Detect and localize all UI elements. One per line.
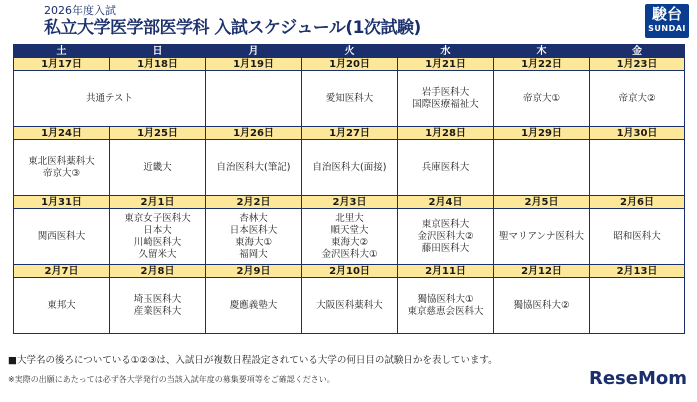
university-name: 大阪医科薬科大 [316, 299, 383, 311]
university-name: 東京女子医科大 [124, 212, 191, 224]
exam-cell [14, 209, 110, 265]
university-name: 日本医科大 [229, 224, 278, 236]
exam-cell [302, 71, 398, 127]
date-cell: 1月21日 [398, 58, 494, 71]
university-name: 自治医科大(面接) [312, 161, 387, 173]
date-cell: 2月9日 [206, 265, 302, 278]
university-name: 共通テスト [85, 92, 134, 104]
university-name: 近畿大 [143, 161, 172, 173]
university-name: 杏林大 [239, 212, 268, 224]
schedule-body [14, 58, 685, 334]
university-name: 埼玉医科大 [133, 293, 182, 305]
weekday-header: 日 [110, 45, 206, 58]
university-name: 獨協医科大① [417, 293, 474, 305]
university-name: 日本大 [143, 224, 172, 236]
date-cell: 2月10日 [302, 265, 398, 278]
header [0, 0, 697, 44]
university-name: 岩手医科大 [421, 86, 470, 98]
university-name: 久留米大 [138, 248, 177, 260]
university-name: 福岡大 [239, 248, 268, 260]
weekday-header: 水 [398, 45, 494, 58]
exam-cell [206, 278, 302, 334]
university-name: 金沢医科大② [417, 230, 474, 242]
page-subtitle: 2026年度入試 [44, 4, 116, 17]
university-name: 昭和医科大 [613, 230, 661, 242]
exam-cell [206, 71, 302, 127]
page-title: 私立大学医学部医学科 入試スケジュール(1次試験) [44, 18, 421, 38]
date-cell: 2月4日 [398, 196, 494, 209]
date-cell: 1月27日 [302, 127, 398, 140]
university-name: 東海大① [234, 236, 273, 248]
university-name: 藤田医科大 [421, 242, 470, 254]
date-cell: 1月17日 [14, 58, 110, 71]
date-cell: 2月1日 [110, 196, 206, 209]
logo-subtext: SUNDAI [648, 24, 686, 33]
date-cell: 1月28日 [398, 127, 494, 140]
exam-cell [494, 71, 590, 127]
weekday-header: 火 [302, 45, 398, 58]
university-name: 帝京大② [618, 92, 656, 104]
university-name: 東北医科薬科大 [28, 155, 95, 167]
date-cell: 2月13日 [590, 265, 685, 278]
exam-cell [494, 140, 590, 196]
weekday-header-row [14, 45, 685, 58]
date-cell: 1月29日 [494, 127, 590, 140]
date-cell: 2月8日 [110, 265, 206, 278]
university-name: 川崎医科大 [133, 236, 182, 248]
exam-cell [398, 71, 494, 127]
schedule-table [13, 44, 685, 334]
footnote-disclaimer: ※実際の出願にあたっては必ず各大学発行の当該入試年度の募集要項等をご確認ください。 [8, 375, 335, 384]
date-cell: 2月6日 [590, 196, 685, 209]
date-row [14, 58, 685, 71]
date-cell: 2月12日 [494, 265, 590, 278]
date-cell: 2月7日 [14, 265, 110, 278]
date-cell: 1月23日 [590, 58, 685, 71]
university-name: 愛知医科大 [325, 92, 374, 104]
university-name: 獨協医科大② [513, 299, 570, 311]
university-name: 国際医療福祉大 [412, 98, 479, 110]
exam-cell [110, 140, 206, 196]
university-name: 慶應義塾大 [229, 299, 278, 311]
exam-cell [302, 140, 398, 196]
date-cell: 1月19日 [206, 58, 302, 71]
exam-cell [206, 140, 302, 196]
exam-cell [302, 278, 398, 334]
exam-cell [14, 71, 206, 127]
exam-cell [14, 278, 110, 334]
exam-cell [590, 278, 685, 334]
weekday-header: 木 [494, 45, 590, 58]
university-name: 順天堂大 [330, 224, 369, 236]
date-cell: 1月22日 [494, 58, 590, 71]
date-cell: 1月20日 [302, 58, 398, 71]
university-name: 関西医科大 [37, 230, 86, 242]
exam-cell [110, 278, 206, 334]
exam-cell [206, 209, 302, 265]
exam-cell [590, 209, 685, 265]
sundai-logo [645, 4, 689, 38]
university-name: 帝京大③ [42, 167, 81, 179]
date-cell: 2月3日 [302, 196, 398, 209]
exam-cell [590, 71, 685, 127]
date-cell: 2月11日 [398, 265, 494, 278]
exam-row [14, 278, 685, 334]
university-name: 帝京大① [522, 92, 561, 104]
date-cell: 2月5日 [494, 196, 590, 209]
exam-row [14, 71, 685, 127]
exam-cell [494, 209, 590, 265]
date-row [14, 127, 685, 140]
weekday-header: 金 [590, 45, 685, 58]
footnote-numbering: ■大学名の後ろについている①②③は、入試日が複数日程設定されている大学の何日目の試験日かを表しています。 [8, 355, 498, 366]
exam-row [14, 140, 685, 196]
university-name: 自治医科大(筆記) [216, 161, 291, 173]
exam-cell [398, 278, 494, 334]
date-row [14, 196, 685, 209]
university-name: 東京慈恵会医科大 [407, 305, 484, 317]
university-name: 金沢医科大① [321, 248, 378, 260]
date-row [14, 265, 685, 278]
university-name: 北里大 [335, 212, 364, 224]
exam-cell [302, 209, 398, 265]
university-name: 聖マリアンナ医科大 [498, 230, 585, 242]
date-cell: 1月30日 [590, 127, 685, 140]
exam-cell [590, 140, 685, 196]
weekday-header: 土 [14, 45, 110, 58]
resemom-watermark: ReseMom [588, 368, 687, 389]
date-cell: 1月25日 [110, 127, 206, 140]
university-name: 産業医科大 [133, 305, 182, 317]
date-cell: 2月2日 [206, 196, 302, 209]
exam-cell [398, 209, 494, 265]
date-cell: 1月18日 [110, 58, 206, 71]
exam-cell [110, 209, 206, 265]
exam-row [14, 209, 685, 265]
exam-cell [398, 140, 494, 196]
logo-text: 駿台 [651, 5, 682, 23]
university-name: 東邦大 [47, 299, 76, 311]
date-cell: 1月26日 [206, 127, 302, 140]
university-name: 東海大② [330, 236, 369, 248]
weekday-header: 月 [206, 45, 302, 58]
date-cell: 1月24日 [14, 127, 110, 140]
university-name: 東京医科大 [421, 218, 470, 230]
exam-cell [494, 278, 590, 334]
date-cell: 1月31日 [14, 196, 110, 209]
university-name: 兵庫医科大 [421, 161, 470, 173]
exam-cell [14, 140, 110, 196]
